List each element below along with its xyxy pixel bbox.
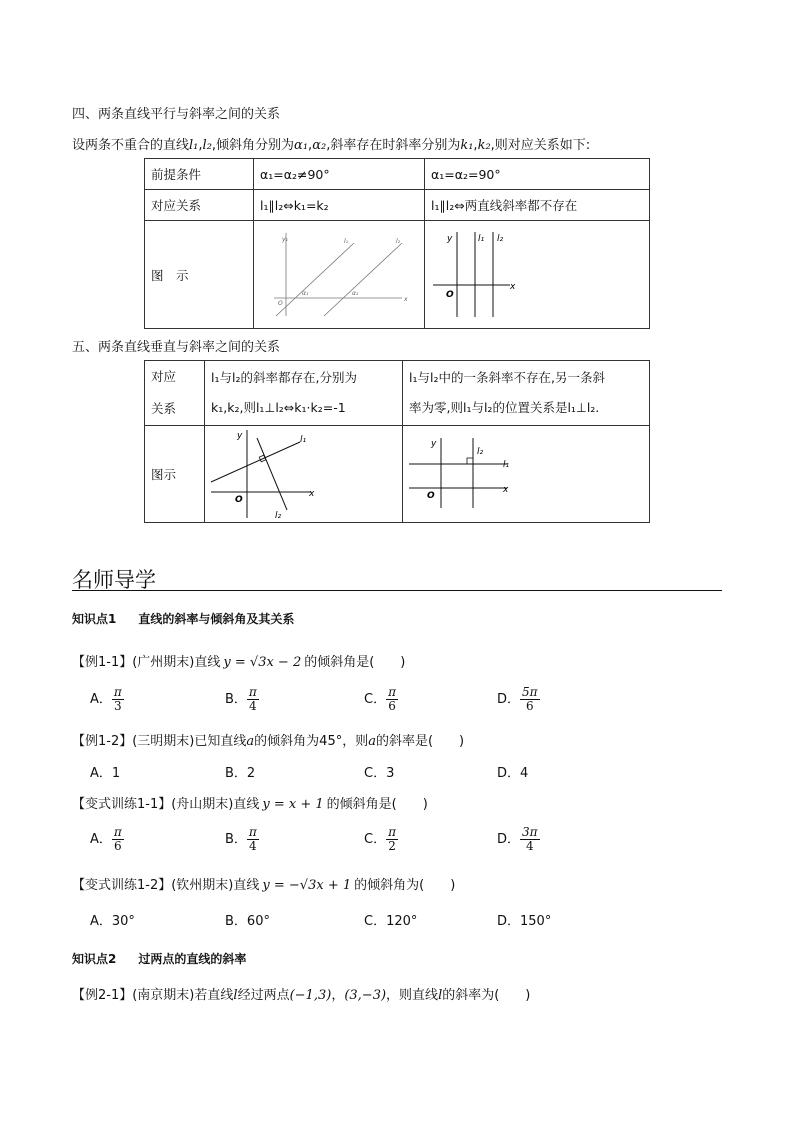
ex12-option-b[interactable]: B．2: [225, 766, 256, 781]
origin-label: O: [278, 300, 283, 307]
l1-label: l₁: [503, 460, 510, 470]
alpha2-label: α₂: [352, 290, 359, 297]
var11-option-c[interactable]: C． $\frac{\pi}{2}$: [364, 825, 396, 853]
section4-intro: 设两条不重合的直线l₁,l₂,倾斜角分别为α₁,α₂,斜率存在时斜率分别为k₁,k₂,则对应关系如下:: [72, 138, 591, 153]
var11-option-a[interactable]: A． $\frac{\pi}{6}$: [90, 825, 122, 853]
ex11-option-b[interactable]: B． $\frac{\pi}{4}$: [225, 685, 257, 713]
x-label: x: [404, 296, 408, 303]
x-label: x: [503, 485, 509, 495]
l1-label: l₁: [478, 234, 485, 244]
point-2: (3,−3): [344, 988, 387, 1003]
example-1-2: 【例1-2】(三明期末)已知直线a的倾斜角为45°，则a的斜率是( ): [72, 734, 465, 749]
figure-parallel-oblique: [254, 221, 425, 329]
var11-option-b[interactable]: B． $\frac{\pi}{4}$: [225, 825, 257, 853]
y-label: y: [237, 431, 243, 441]
var12-option-d[interactable]: D．150°: [497, 914, 552, 929]
y-label: y: [431, 439, 437, 449]
variant-1-2: 【变式训练1-2】(钦州期末)直线 y = −√3x + 1 的倾斜角为( ): [72, 878, 456, 893]
var12-option-a[interactable]: A．30°: [90, 914, 135, 929]
ex11-option-d[interactable]: D． $\frac{5\pi}{6}$: [497, 685, 538, 713]
y-label: y: [447, 234, 453, 244]
alpha1-symbol: α₁: [294, 138, 309, 153]
point-1: (−1,3): [289, 988, 332, 1003]
origin-label: O: [446, 290, 454, 300]
relation-both-slopes: l₁与l₂的斜率都存在,分别为 k₁,k₂,则l₁⊥l₂⇔k₁·k₂=-1: [205, 361, 403, 426]
section-heading: 名师导学: [72, 568, 156, 592]
k2-symbol: k₂: [477, 138, 491, 153]
formula: y = √3x − 2: [223, 655, 302, 670]
heading-rule: [72, 590, 722, 591]
kp1-heading: 知识点1 直线的斜率与倾斜角及其关系: [72, 612, 295, 626]
row-label-premise: 前提条件: [145, 159, 254, 190]
row-label-relation: 对应 关系: [145, 361, 205, 426]
ex11-option-c[interactable]: C． $\frac{\pi}{6}$: [364, 685, 396, 713]
var11-option-d[interactable]: D． $\frac{3\pi}{4}$: [497, 825, 538, 853]
l2-label: l₂: [497, 234, 504, 244]
l1-label: l₁: [300, 435, 307, 445]
kp2-heading: 知识点2 过两点的直线的斜率: [72, 952, 247, 966]
premise-slope-none: α₁=α₂=90°: [425, 159, 650, 190]
premise-slope-exists: α₁=α₂≠90°: [254, 159, 425, 190]
figure-perpendicular-axis: [403, 426, 650, 523]
l2-symbol: l₂: [202, 138, 212, 153]
parallel-table: [144, 158, 650, 329]
row-label-figure: 图 示: [145, 221, 254, 329]
example-2-1: 【例2-1】(南京期末)若直线l经过两点(−1,3)，(3,−3)，则直线l的斜率为( ): [72, 988, 531, 1003]
row-label-relation: 对应关系: [145, 190, 254, 221]
alpha1-label: α₁: [302, 290, 309, 297]
l1-symbol: l₁: [189, 138, 199, 153]
perpendicular-table: [144, 360, 650, 523]
relation-one-slope-none: l₁与l₂中的一条斜率不存在,另一条斜 率为零,则l₁与l₂的位置关系是l₁⊥l₂.: [403, 361, 650, 426]
l2-label: l₂: [396, 238, 401, 245]
ex12-option-a[interactable]: A．1: [90, 766, 121, 781]
origin-label: O: [427, 491, 435, 501]
figure-parallel-vertical: [425, 221, 650, 329]
l1-label: l₁: [344, 238, 349, 245]
example-1-1: 【例1-1】(广州期末)直线 y = √3x − 2 的倾斜角是( ): [72, 655, 406, 670]
origin-label: O: [235, 495, 243, 505]
l2-label: l₂: [275, 511, 282, 521]
variant-1-1: 【变式训练1-1】(舟山期末)直线 y = x + 1 的倾斜角是( ): [72, 797, 428, 812]
formula: y = x + 1: [262, 797, 324, 812]
alpha2-symbol: α₂: [312, 138, 327, 153]
section5-title: 五、两条直线垂直与斜率之间的关系: [72, 340, 281, 355]
y1-label: y₁: [282, 236, 288, 243]
x-label: x: [510, 282, 516, 292]
k1-symbol: k₁: [460, 138, 474, 153]
formula: y = −√3x + 1: [262, 878, 352, 893]
section4-title: 四、两条直线平行与斜率之间的关系: [72, 107, 281, 122]
l2-label: l₂: [477, 447, 484, 457]
ex12-option-c[interactable]: C．3: [364, 766, 395, 781]
relation-slope-none: l₁∥l₂⇔两直线斜率都不存在: [425, 190, 650, 221]
row-label-figure: 图示: [145, 426, 205, 523]
ex11-option-a[interactable]: A． $\frac{\pi}{3}$: [90, 685, 122, 713]
var12-option-b[interactable]: B．60°: [225, 914, 270, 929]
x-label: x: [309, 489, 315, 499]
var12-option-c[interactable]: C．120°: [364, 914, 418, 929]
relation-slope-exists: l₁∥l₂⇔k₁=k₂: [254, 190, 425, 221]
ex12-option-d[interactable]: D．4: [497, 766, 529, 781]
figure-perpendicular-oblique: [205, 426, 403, 523]
